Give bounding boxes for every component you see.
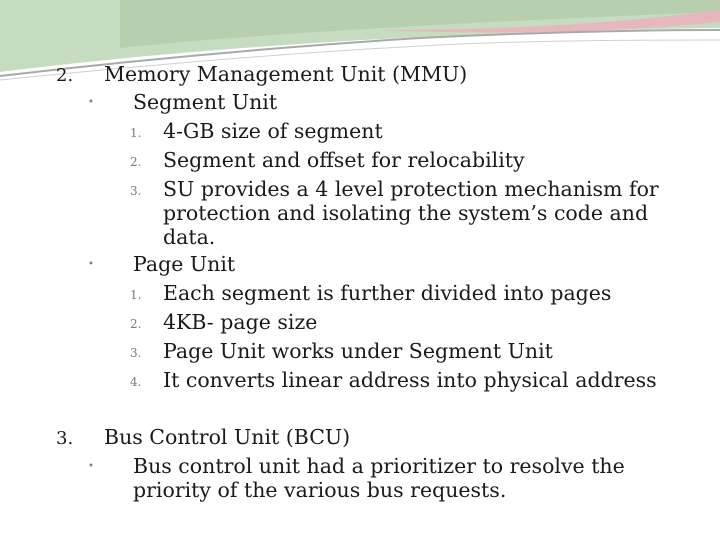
- list-item-text: Segment and offset for relocability: [163, 148, 525, 172]
- list-item-number: 3.: [130, 184, 142, 198]
- section-title: Memory Management Unit (MMU): [104, 62, 468, 86]
- list-item-text: Each segment is further divided into pages: [163, 281, 612, 305]
- list-item-number: 1.: [130, 126, 142, 140]
- list-item-number: 3.: [130, 346, 142, 360]
- list-item-text: Page Unit works under Segment Unit: [163, 339, 553, 363]
- list-item-text: 4-GB size of segment: [163, 119, 383, 143]
- subsection-title: Segment Unit: [133, 90, 278, 114]
- subsection-title: Page Unit: [133, 252, 236, 276]
- bullet-icon: •: [88, 259, 94, 270]
- list-item-text: It converts linear address into physical address: [163, 368, 657, 392]
- list-item-number: 2.: [130, 317, 142, 331]
- bullet-icon: •: [88, 461, 94, 472]
- section-title: Bus Control Unit (BCU): [104, 425, 351, 449]
- list-item-text-continued: data.: [163, 225, 216, 249]
- list-item-text: 4KB- page size: [163, 310, 318, 334]
- list-item-text: SU provides a 4 level protection mechanism for: [163, 177, 659, 201]
- paragraph-text-continued: priority of the various bus requests.: [133, 478, 507, 502]
- list-item-number: 2.: [130, 155, 142, 169]
- list-item-text-continued: protection and isolating the system’s code and: [163, 201, 649, 225]
- list-item-number: 4.: [130, 375, 142, 389]
- section-number: 2.: [56, 65, 74, 86]
- section-number: 3.: [56, 428, 74, 449]
- paragraph-text: Bus control unit had a prioritizer to resolve the: [133, 454, 625, 478]
- list-item-number: 1.: [130, 288, 142, 302]
- bullet-icon: •: [88, 97, 94, 108]
